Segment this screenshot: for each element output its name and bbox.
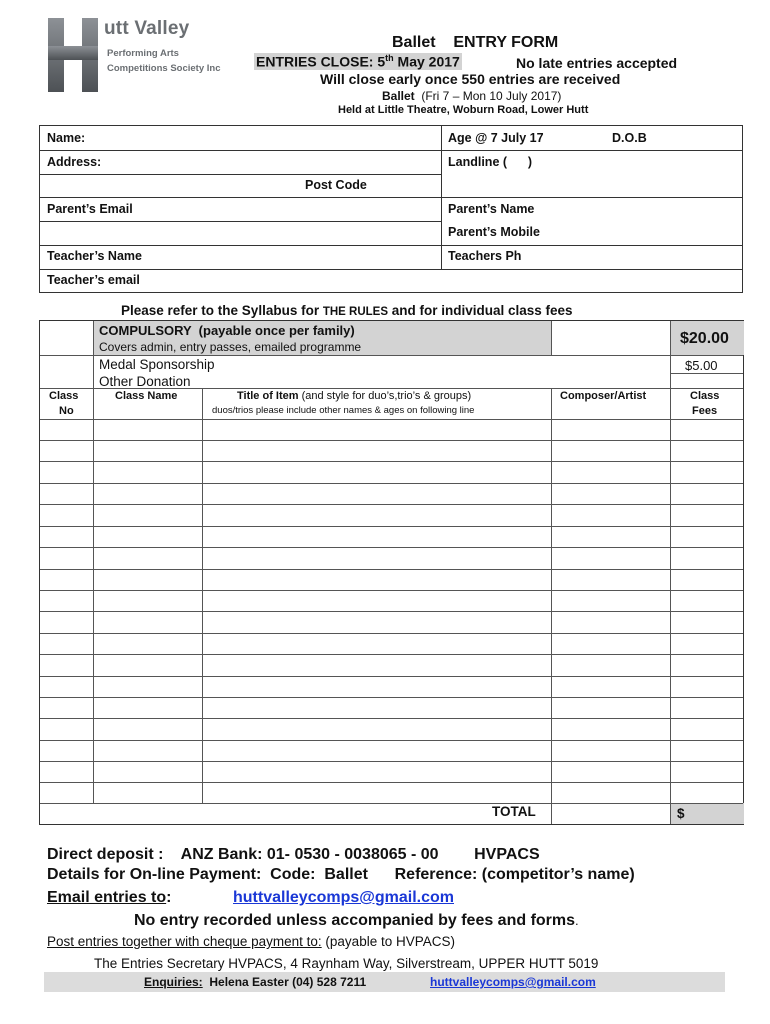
compulsory-fee-description: Covers admin, entry passes, emailed programme bbox=[99, 340, 362, 354]
parent-email-field[interactable]: Parent’s Email bbox=[47, 202, 133, 216]
logo-subtitle-2: Competitions Society Inc bbox=[107, 63, 221, 74]
name-field[interactable]: Name: bbox=[47, 131, 86, 145]
online-payment-details: Details for On-line Payment: Code: Ballet Reference: (competitor’s name) bbox=[47, 866, 635, 883]
email-entries-link[interactable]: huttvalleycomps@gmail.com bbox=[233, 889, 454, 906]
logo-name: utt Valley bbox=[104, 18, 190, 39]
personal-details-box bbox=[39, 125, 743, 293]
postal-address: The Entries Secretary HVPACS, 4 Raynham Way, Silverstream, UPPER HUTT 5019 bbox=[94, 956, 599, 971]
col-title-note: duos/trios please include other names & ages on following line bbox=[212, 405, 475, 416]
teacher-email-field[interactable]: Teacher’s email bbox=[47, 273, 140, 287]
form-title: Ballet ENTRY FORM bbox=[392, 34, 559, 51]
society-logo bbox=[44, 14, 244, 94]
logo-subtitle-1: Performing Arts bbox=[107, 48, 179, 59]
email-entries-line: Email entries to: bbox=[47, 889, 172, 906]
teacher-name-field[interactable]: Teacher’s Name bbox=[47, 249, 142, 263]
parent-mobile-field[interactable]: Parent’s Mobile bbox=[448, 225, 540, 239]
total-amount[interactable]: $ bbox=[677, 806, 685, 821]
medal-sponsorship-label: Medal Sponsorship bbox=[99, 357, 215, 372]
entries-table bbox=[39, 320, 744, 825]
col-class-no: Class bbox=[49, 390, 79, 402]
col-class-no-line2: No bbox=[59, 405, 74, 417]
dob-field[interactable]: D.O.B bbox=[612, 131, 647, 145]
other-donation-label: Other Donation bbox=[99, 374, 191, 389]
enquiries-contact: Enquiries: Helena Easter (04) 528 7211 bbox=[144, 975, 367, 989]
landline-field[interactable]: Landline ( ) bbox=[448, 155, 533, 169]
col-composer-artist: Composer/Artist bbox=[560, 390, 647, 402]
close-early-notice: Will close early once 550 entries are received bbox=[320, 71, 621, 87]
no-late-entries: No late entries accepted bbox=[516, 55, 678, 71]
no-entry-notice: No entry recorded unless accompanied by fees and forms. bbox=[134, 912, 579, 929]
post-entries-line: Post entries together with cheque payment to: (payable to HVPACS) bbox=[47, 934, 455, 949]
event-dates: Ballet (Fri 7 – Mon 10 July 2017) bbox=[382, 89, 562, 103]
parent-name-field[interactable]: Parent’s Name bbox=[448, 202, 535, 216]
event-venue: Held at Little Theatre, Woburn Road, Lower Hutt bbox=[338, 104, 589, 116]
compulsory-fee-label: COMPULSORY (payable once per family) bbox=[99, 323, 355, 338]
h-logo-mark-icon bbox=[44, 14, 104, 94]
entries-close-date: ENTRIES CLOSE: 5th May 2017 bbox=[256, 53, 460, 70]
direct-deposit-details: Direct deposit : ANZ Bank: 01- 0530 - 0038065 - 00 HVPACS bbox=[47, 846, 540, 863]
total-label: TOTAL bbox=[492, 804, 536, 819]
address-field[interactable]: Address: bbox=[47, 155, 102, 169]
teacher-phone-field[interactable]: Teachers Ph bbox=[448, 249, 522, 263]
col-title-of-item: Title of Item (and style for duo’s,trio’s & groups) bbox=[237, 390, 472, 402]
age-field[interactable]: Age @ 7 July 17 bbox=[448, 131, 544, 145]
col-class-fees-line2: Fees bbox=[692, 405, 718, 417]
col-class-name: Class Name bbox=[115, 390, 178, 402]
col-class-fees: Class bbox=[690, 390, 720, 402]
medal-sponsorship-fee: $5.00 bbox=[685, 358, 718, 373]
post-code-field[interactable]: Post Code bbox=[305, 178, 367, 192]
syllabus-note: Please refer to the Syllabus for THE RULES and for individual class fees bbox=[121, 303, 573, 318]
enquiries-email-link[interactable]: huttvalleycomps@gmail.com bbox=[430, 975, 596, 989]
compulsory-fee-amount: $20.00 bbox=[680, 330, 729, 347]
